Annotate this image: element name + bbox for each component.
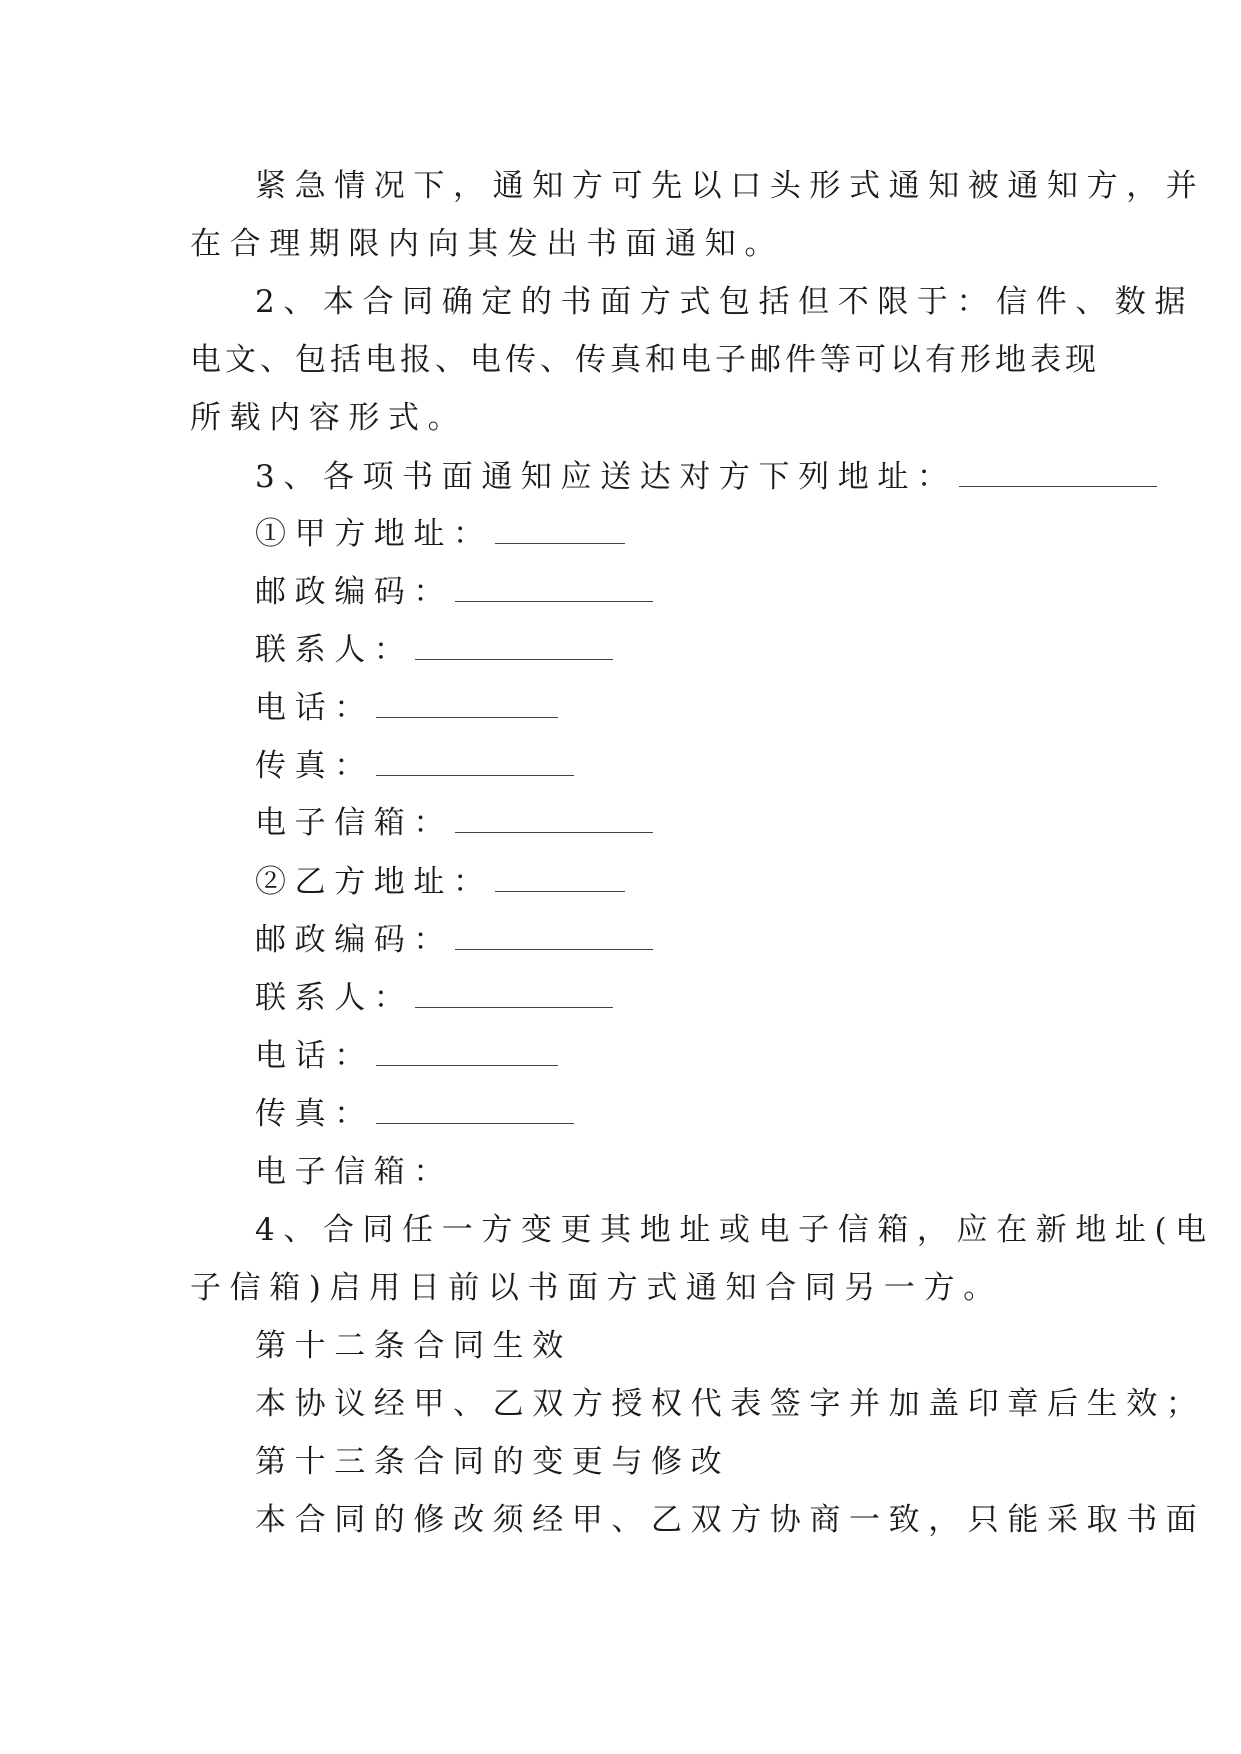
line-text: 紧急情况下，通知方可先以口头形式通知被通知方，并 xyxy=(255,168,1206,204)
paragraph-line xyxy=(255,166,1205,206)
party-a-address-line xyxy=(255,514,625,554)
line-text: 邮政编码： xyxy=(255,574,453,610)
fill-blank xyxy=(415,999,613,1008)
article-heading xyxy=(255,1442,730,1482)
line-text: 邮政编码： xyxy=(255,922,453,958)
party-a-contact-line xyxy=(255,630,613,670)
party-b-fax-line xyxy=(255,1094,574,1134)
paragraph-line xyxy=(190,398,467,438)
fill-blank xyxy=(415,651,613,660)
fill-blank xyxy=(455,824,653,833)
paragraph-line xyxy=(255,1210,1215,1250)
line-text: 电话： xyxy=(255,1038,374,1074)
paragraph-line xyxy=(255,1384,1205,1424)
line-text: 第十二条合同生效 xyxy=(255,1328,572,1364)
line-text: 4、合同任一方变更其地址或电子信箱，应在新地址(电 xyxy=(255,1212,1215,1248)
fill-blank xyxy=(959,478,1157,487)
party-b-email-line xyxy=(255,1152,453,1192)
line-text: 所载内容形式。 xyxy=(190,400,468,436)
paragraph-line xyxy=(190,1268,1003,1308)
article-heading xyxy=(255,1326,572,1366)
line-text: ①甲方地址： xyxy=(255,516,493,552)
paragraph-line xyxy=(255,1500,1205,1540)
fill-blank xyxy=(376,1057,558,1066)
party-a-phone-line xyxy=(255,688,558,728)
line-text: 传真： xyxy=(255,748,374,784)
party-b-contact-line xyxy=(255,978,613,1018)
line-text: 电子信箱： xyxy=(255,1154,453,1190)
fill-blank xyxy=(376,1115,574,1124)
party-b-address-line xyxy=(255,862,625,902)
line-text: 电话： xyxy=(255,690,374,726)
fill-blank xyxy=(495,883,625,892)
paragraph-line xyxy=(255,282,1194,322)
line-text: 2、本合同确定的书面方式包括但不限于：信件、数据 xyxy=(255,284,1195,320)
line-text: 第十三条合同的变更与修改 xyxy=(255,1444,731,1480)
fill-blank xyxy=(455,593,653,602)
party-a-postcode-line xyxy=(255,572,653,612)
fill-blank xyxy=(455,941,653,950)
line-text: 联系人： xyxy=(255,632,414,668)
fill-blank xyxy=(376,767,574,776)
fill-blank xyxy=(376,709,558,718)
party-b-postcode-line xyxy=(255,920,653,960)
party-a-email-line xyxy=(255,803,653,843)
paragraph-line xyxy=(190,224,784,264)
address-intro-line xyxy=(255,457,1157,497)
fill-blank xyxy=(495,535,625,544)
line-text: 本协议经甲、乙双方授权代表签字并加盖印章后生效； xyxy=(255,1386,1206,1422)
line-text: 传真： xyxy=(255,1096,374,1132)
line-text: 电文、包括电报、电传、传真和电子邮件等可以有形地表现 xyxy=(190,342,1100,378)
line-text: ②乙方地址： xyxy=(255,864,493,900)
party-a-fax-line xyxy=(255,746,574,786)
line-text: 联系人： xyxy=(255,980,414,1016)
party-b-phone-line xyxy=(255,1036,558,1076)
line-text: 本合同的修改须经甲、乙双方协商一致，只能采取书面 xyxy=(255,1502,1206,1538)
paragraph-line xyxy=(190,340,1100,380)
line-text: 子信箱)启用日前以书面方式通知合同另一方。 xyxy=(190,1270,1003,1306)
line-text: 电子信箱： xyxy=(255,805,453,841)
line-text: 在合理期限内向其发出书面通知。 xyxy=(190,226,784,262)
line-text: 3、各项书面通知应送达对方下列地址： xyxy=(255,459,957,495)
